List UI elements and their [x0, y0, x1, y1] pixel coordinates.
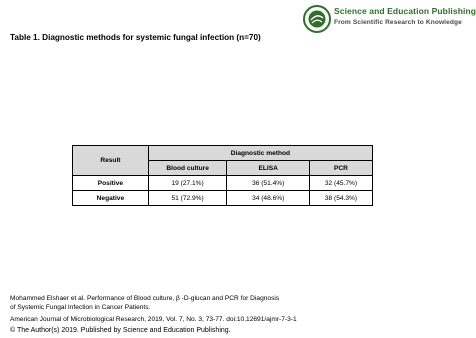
cell-negative-blood-culture: 51 (72.9%) — [148, 191, 227, 206]
diagnostic-methods-table — [72, 145, 373, 206]
cell-positive-elisa: 36 (51.4%) — [227, 176, 310, 191]
publisher-emblem-icon — [302, 4, 332, 34]
header-pcr: PCR — [309, 161, 372, 176]
publisher-logo — [302, 3, 476, 35]
cell-positive-pcr: 32 (45.7%) — [309, 176, 372, 191]
publisher-name: Science and Education Publishing — [334, 6, 476, 16]
cell-positive-blood-culture: 19 (27.1%) — [148, 176, 227, 191]
table-title: Table 1. Diagnostic methods for systemic fungal infection (n=70) — [10, 33, 261, 42]
row-label-negative: Negative — [73, 191, 149, 206]
citation-title-continued: of Systemic Fungal Infection in Cancer Patients. — [10, 304, 151, 311]
citation-journal: American Journal of Microbiological Research, 2019, Vol. 7, No. 3, 73-77. doi:10.12691/ajmr-7-3-1 — [10, 316, 297, 323]
publisher-tagline: From Scientific Research to Knowledge — [334, 19, 462, 26]
cell-negative-elisa: 34 (48.6%) — [227, 191, 310, 206]
citation-authors-title: Mohammed Elshaer et al. Performance of Blood culture, β -D-glucan and PCR for Diagnosis — [10, 295, 280, 302]
copyright-notice: © The Author(s) 2019. Published by Science and Education Publishing. — [10, 327, 231, 334]
row-label-positive: Positive — [73, 176, 149, 191]
header-blood-culture: Blood culture — [148, 161, 227, 176]
table-row — [73, 176, 373, 191]
table-row — [73, 191, 373, 206]
header-result: Result — [73, 146, 149, 176]
header-diagnostic-method: Diagnostic method — [148, 146, 372, 161]
header-elisa: ELISA — [227, 161, 310, 176]
cell-negative-pcr: 38 (54.3%) — [309, 191, 372, 206]
